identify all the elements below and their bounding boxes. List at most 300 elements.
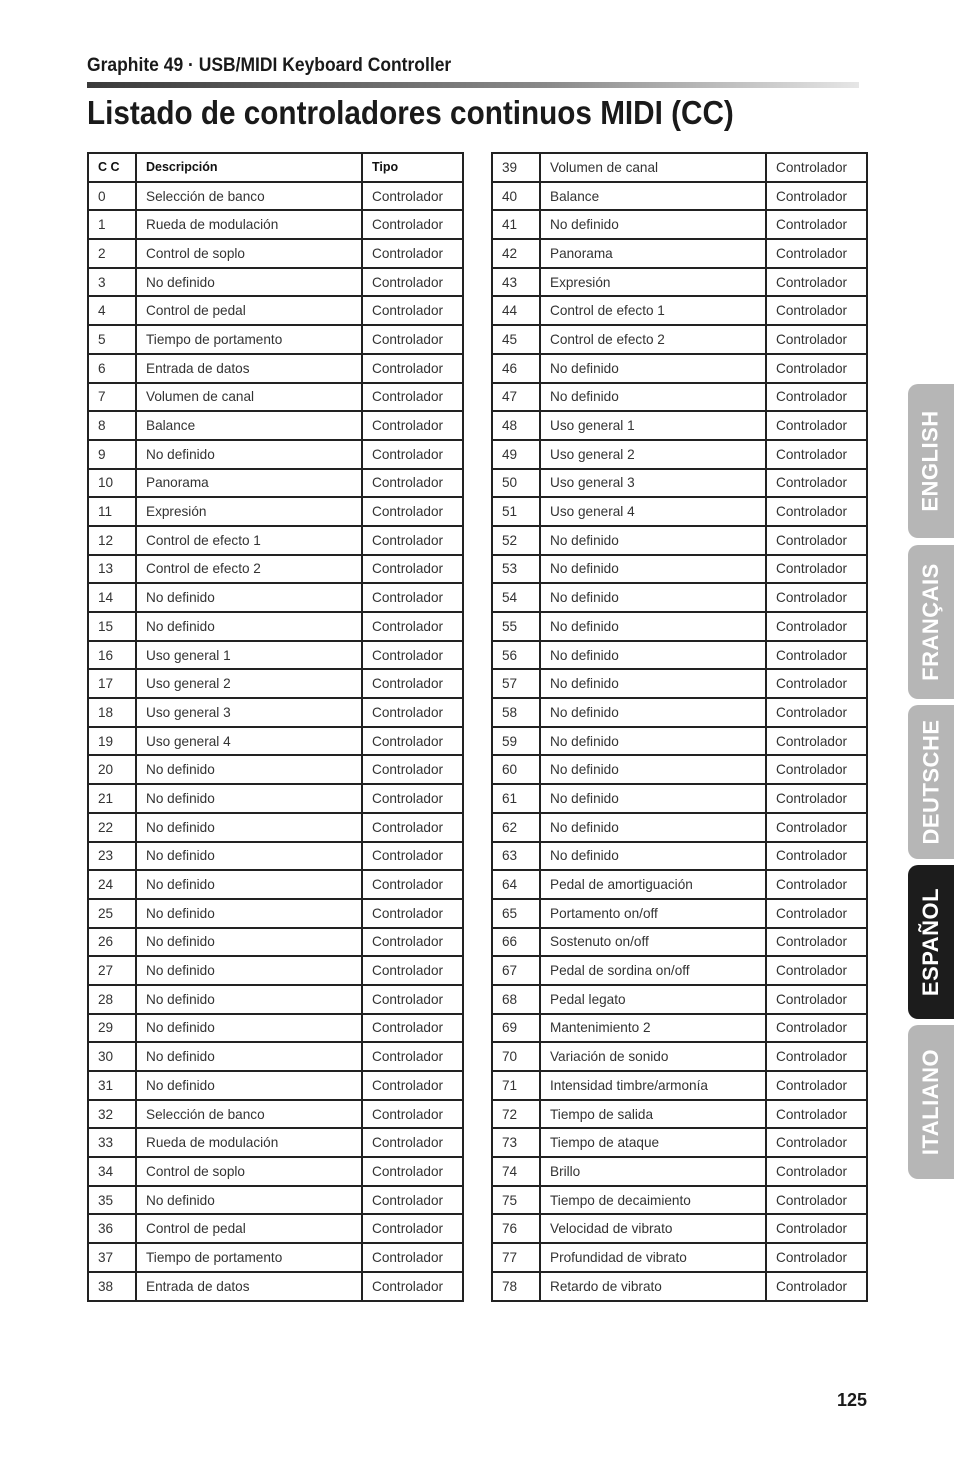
description-cell: Volumen de canal [540,153,766,182]
description-cell: Sostenuto on/off [540,928,766,957]
cc-table-left [87,152,464,1302]
cc-number-cell: 55 [492,612,540,641]
description-cell: No definido [540,383,766,412]
type-cell: Controlador [362,239,463,268]
description-cell: No definido [540,842,766,871]
description-cell: Selección de banco [136,182,362,211]
description-cell: No definido [540,698,766,727]
cc-number-cell: 77 [492,1243,540,1272]
type-cell: Controlador [766,182,867,211]
cc-number-cell: 50 [492,469,540,498]
description-cell: Expresión [136,497,362,526]
table-row [88,928,463,957]
description-cell: No definido [136,755,362,784]
description-cell: No definido [540,354,766,383]
table-row [492,325,867,354]
description-cell: Variación de sonido [540,1042,766,1071]
type-cell: Controlador [766,1071,867,1100]
type-cell: Controlador [766,440,867,469]
description-cell: Portamento on/off [540,899,766,928]
description-cell: Uso general 2 [136,669,362,698]
cc-number-cell: 2 [88,239,136,268]
cc-number-cell: 23 [88,842,136,871]
table-row [88,411,463,440]
cc-number-cell: 26 [88,928,136,957]
description-cell: Uso general 3 [540,469,766,498]
table-row [88,1272,463,1301]
table-row [88,239,463,268]
cc-number-cell: 54 [492,583,540,612]
cc-number-cell: 30 [88,1042,136,1071]
cc-number-cell: 57 [492,669,540,698]
description-cell: No definido [540,526,766,555]
description-cell: Selección de banco [136,1100,362,1129]
cc-number-cell: 62 [492,813,540,842]
table-row [492,182,867,211]
type-cell: Controlador [362,210,463,239]
cc-number-cell: 7 [88,383,136,412]
table-row [88,641,463,670]
table-row [492,669,867,698]
cc-number-cell: 58 [492,698,540,727]
cc-number-cell: 13 [88,555,136,584]
cc-number-cell: 22 [88,813,136,842]
table-row [492,1157,867,1186]
description-cell: No definido [540,210,766,239]
type-cell: Controlador [766,268,867,297]
cc-table-right [491,152,868,1302]
description-cell: No definido [136,928,362,957]
table-row [88,296,463,325]
description-cell: No definido [540,727,766,756]
table-row [88,1157,463,1186]
table-row [88,1042,463,1071]
cc-number-cell: 71 [492,1071,540,1100]
cc-number-cell: 66 [492,928,540,957]
type-cell: Controlador [362,182,463,211]
cc-number-cell: 1 [88,210,136,239]
description-cell: Mantenimiento 2 [540,1014,766,1043]
type-cell: Controlador [766,1042,867,1071]
table-row [492,1100,867,1129]
table-row [492,870,867,899]
page-title: Listado de controladores continuos MIDI (CC) [87,94,734,131]
cc-number-cell: 51 [492,497,540,526]
type-cell: Controlador [766,985,867,1014]
cc-number-cell: 5 [88,325,136,354]
description-cell: Entrada de datos [136,1272,362,1301]
header-divider [87,82,859,88]
type-cell: Controlador [766,641,867,670]
description-cell: No definido [136,1042,362,1071]
table-row [88,1100,463,1129]
table-row [88,985,463,1014]
table-row [88,555,463,584]
table-header-row [88,153,463,182]
type-cell: Controlador [362,928,463,957]
type-cell: Controlador [766,842,867,871]
description-cell: Entrada de datos [136,354,362,383]
cc-number-cell: 75 [492,1186,540,1215]
type-cell: Controlador [766,325,867,354]
table-row [492,1214,867,1243]
table-row [88,383,463,412]
type-cell: Controlador [362,1272,463,1301]
type-cell: Controlador [362,813,463,842]
type-cell: Controlador [362,870,463,899]
table-row [492,1272,867,1301]
cc-number-cell: 35 [88,1186,136,1215]
table-row [88,956,463,985]
page-number: 125 [836,1390,867,1410]
type-cell: Controlador [362,1214,463,1243]
cc-number-cell: 42 [492,239,540,268]
type-cell: Controlador [766,153,867,182]
table-row [492,928,867,957]
description-cell: No definido [136,842,362,871]
description-cell: No definido [540,612,766,641]
table-row [88,784,463,813]
cc-number-cell: 63 [492,842,540,871]
cc-number-cell: 56 [492,641,540,670]
table-row [492,1128,867,1157]
cc-number-cell: 40 [492,182,540,211]
cc-number-cell: 48 [492,411,540,440]
type-cell: Controlador [362,698,463,727]
cc-number-cell: 69 [492,1014,540,1043]
cc-number-cell: 73 [492,1128,540,1157]
type-cell: Controlador [766,870,867,899]
table-row [88,755,463,784]
cc-number-cell: 10 [88,469,136,498]
type-cell: Controlador [362,1243,463,1272]
description-cell: Pedal de amortiguación [540,870,766,899]
table-row [492,985,867,1014]
table-row [88,1214,463,1243]
type-cell: Controlador [766,1186,867,1215]
type-cell: Controlador [362,1157,463,1186]
description-cell: Panorama [540,239,766,268]
table-row [492,555,867,584]
type-cell: Controlador [362,325,463,354]
cc-number-cell: 76 [492,1214,540,1243]
type-cell: Controlador [362,842,463,871]
description-cell: Velocidad de vibrato [540,1214,766,1243]
description-cell: Uso general 1 [540,411,766,440]
type-cell: Controlador [766,899,867,928]
type-cell: Controlador [362,1014,463,1043]
cc-number-cell: 31 [88,1071,136,1100]
table-row [492,440,867,469]
description-cell: Intensidad timbre/armonía [540,1071,766,1100]
cc-number-cell: 44 [492,296,540,325]
description-cell: No definido [136,1014,362,1043]
column-header-type: Tipo [362,153,463,182]
type-cell: Controlador [766,239,867,268]
cc-number-cell: 41 [492,210,540,239]
description-cell: Control de efecto 2 [136,555,362,584]
description-cell: Control de pedal [136,1214,362,1243]
tab-espanol[interactable] [908,865,954,1019]
table-row [88,182,463,211]
cc-number-cell: 52 [492,526,540,555]
table-row [492,956,867,985]
cc-number-cell: 46 [492,354,540,383]
description-cell: Volumen de canal [136,383,362,412]
cc-number-cell: 27 [88,956,136,985]
description-cell: Control de soplo [136,239,362,268]
type-cell: Controlador [362,755,463,784]
cc-number-cell: 65 [492,899,540,928]
cc-number-cell: 29 [88,1014,136,1043]
cc-number-cell: 78 [492,1272,540,1301]
table-row [88,1243,463,1272]
cc-number-cell: 67 [492,956,540,985]
description-cell: No definido [136,268,362,297]
description-cell: No definido [540,669,766,698]
type-cell: Controlador [766,698,867,727]
tab-italiano[interactable] [908,1025,954,1179]
type-cell: Controlador [362,1186,463,1215]
type-cell: Controlador [766,526,867,555]
type-cell: Controlador [766,1014,867,1043]
cc-number-cell: 39 [492,153,540,182]
tab-label: ITALIANO [918,1048,943,1156]
cc-number-cell: 36 [88,1214,136,1243]
description-cell: Panorama [136,469,362,498]
cc-number-cell: 53 [492,555,540,584]
cc-number-cell: 25 [88,899,136,928]
table-row [492,698,867,727]
type-cell: Controlador [766,469,867,498]
cc-number-cell: 64 [492,870,540,899]
type-cell: Controlador [766,497,867,526]
description-cell: Balance [540,182,766,211]
description-cell: No definido [136,784,362,813]
table-row [492,354,867,383]
document-header-title: Graphite 49 · USB/MIDI Keyboard Controller [87,55,452,76]
cc-number-cell: 32 [88,1100,136,1129]
cc-number-cell: 0 [88,182,136,211]
type-cell: Controlador [362,784,463,813]
cc-number-cell: 6 [88,354,136,383]
table-row [88,1071,463,1100]
type-cell: Controlador [766,583,867,612]
table-row [88,440,463,469]
description-cell: Control de efecto 2 [540,325,766,354]
cc-number-cell: 74 [492,1157,540,1186]
table-row [88,899,463,928]
table-row [492,1014,867,1043]
type-cell: Controlador [766,296,867,325]
table-row [88,870,463,899]
cc-number-cell: 43 [492,268,540,297]
type-cell: Controlador [766,1128,867,1157]
column-header-description: Descripción [136,153,362,182]
description-cell: Rueda de modulación [136,210,362,239]
description-cell: Uso general 2 [540,440,766,469]
table-row [492,755,867,784]
type-cell: Controlador [766,1157,867,1186]
table-row [492,411,867,440]
table-row [492,497,867,526]
cc-number-cell: 3 [88,268,136,297]
type-cell: Controlador [766,354,867,383]
table-row [492,1186,867,1215]
description-cell: Uso general 1 [136,641,362,670]
type-cell: Controlador [362,296,463,325]
cc-number-cell: 14 [88,583,136,612]
cc-number-cell: 38 [88,1272,136,1301]
cc-number-cell: 8 [88,411,136,440]
description-cell: Brillo [540,1157,766,1186]
table-row [88,813,463,842]
table-row [492,239,867,268]
description-cell: Pedal de sordina on/off [540,956,766,985]
cc-number-cell: 28 [88,985,136,1014]
description-cell: Control de efecto 1 [540,296,766,325]
table-row [88,469,463,498]
table-row [492,526,867,555]
description-cell: No definido [136,612,362,641]
description-cell: No definido [540,583,766,612]
table-row [492,210,867,239]
type-cell: Controlador [362,1128,463,1157]
type-cell: Controlador [362,1042,463,1071]
type-cell: Controlador [362,956,463,985]
tab-label: FRANÇAIS [918,563,944,681]
type-cell: Controlador [766,813,867,842]
table-row [492,583,867,612]
type-cell: Controlador [362,583,463,612]
column-header-cc: C C [88,153,136,182]
table-row [88,1014,463,1043]
description-cell: Rueda de modulación [136,1128,362,1157]
type-cell: Controlador [766,956,867,985]
tab-francais[interactable] [908,545,954,699]
table-row [492,813,867,842]
table-row [492,1071,867,1100]
cc-number-cell: 59 [492,727,540,756]
cc-number-cell: 12 [88,526,136,555]
type-cell: Controlador [362,268,463,297]
cc-number-cell: 61 [492,784,540,813]
table-row [88,727,463,756]
type-cell: Controlador [362,440,463,469]
cc-number-cell: 15 [88,612,136,641]
cc-number-cell: 19 [88,727,136,756]
description-cell: Pedal legato [540,985,766,1014]
table-row [492,612,867,641]
description-cell: No definido [136,956,362,985]
description-cell: No definido [136,583,362,612]
type-cell: Controlador [766,411,867,440]
cc-number-cell: 34 [88,1157,136,1186]
table-row [492,383,867,412]
tab-label: DEUTSCHE [918,719,944,845]
description-cell: Expresión [540,268,766,297]
type-cell: Controlador [766,755,867,784]
tab-english[interactable] [908,384,954,538]
cc-number-cell: 72 [492,1100,540,1129]
table-row [492,153,867,182]
description-cell: Tiempo de portamento [136,1243,362,1272]
type-cell: Controlador [362,354,463,383]
type-cell: Controlador [362,669,463,698]
cc-number-cell: 33 [88,1128,136,1157]
table-row [492,784,867,813]
type-cell: Controlador [362,899,463,928]
type-cell: Controlador [766,784,867,813]
cc-number-cell: 45 [492,325,540,354]
description-cell: Control de pedal [136,296,362,325]
type-cell: Controlador [362,497,463,526]
type-cell: Controlador [766,1272,867,1301]
cc-number-cell: 60 [492,755,540,784]
tab-deutsche[interactable] [908,705,954,859]
type-cell: Controlador [766,928,867,957]
cc-number-cell: 20 [88,755,136,784]
description-cell: No definido [540,813,766,842]
table-row [88,325,463,354]
type-cell: Controlador [766,383,867,412]
table-row [88,1186,463,1215]
type-cell: Controlador [362,985,463,1014]
type-cell: Controlador [362,1100,463,1129]
table-row [88,842,463,871]
cc-number-cell: 9 [88,440,136,469]
type-cell: Controlador [766,210,867,239]
table-row [492,641,867,670]
type-cell: Controlador [362,641,463,670]
cc-number-cell: 18 [88,698,136,727]
table-row [88,612,463,641]
cc-number-cell: 68 [492,985,540,1014]
table-row [492,727,867,756]
description-cell: No definido [136,870,362,899]
type-cell: Controlador [766,669,867,698]
description-cell: No definido [136,813,362,842]
description-cell: No definido [136,985,362,1014]
type-cell: Controlador [766,1100,867,1129]
description-cell: Tiempo de salida [540,1100,766,1129]
table-row [88,497,463,526]
type-cell: Controlador [362,612,463,641]
table-row [88,268,463,297]
type-cell: Controlador [362,469,463,498]
description-cell: Uso general 3 [136,698,362,727]
description-cell: Tiempo de ataque [540,1128,766,1157]
cc-number-cell: 37 [88,1243,136,1272]
tab-label: ESPAÑOL [918,887,943,997]
description-cell: No definido [136,440,362,469]
cc-number-cell: 4 [88,296,136,325]
type-cell: Controlador [766,612,867,641]
table-row [88,583,463,612]
description-cell: Profundidad de vibrato [540,1243,766,1272]
type-cell: Controlador [362,555,463,584]
description-cell: Uso general 4 [540,497,766,526]
table-row [492,899,867,928]
cc-number-cell: 24 [88,870,136,899]
table-row [88,1128,463,1157]
description-cell: No definido [540,755,766,784]
cc-number-cell: 47 [492,383,540,412]
description-cell: Uso general 4 [136,727,362,756]
type-cell: Controlador [766,1243,867,1272]
cc-number-cell: 21 [88,784,136,813]
table-row [492,469,867,498]
